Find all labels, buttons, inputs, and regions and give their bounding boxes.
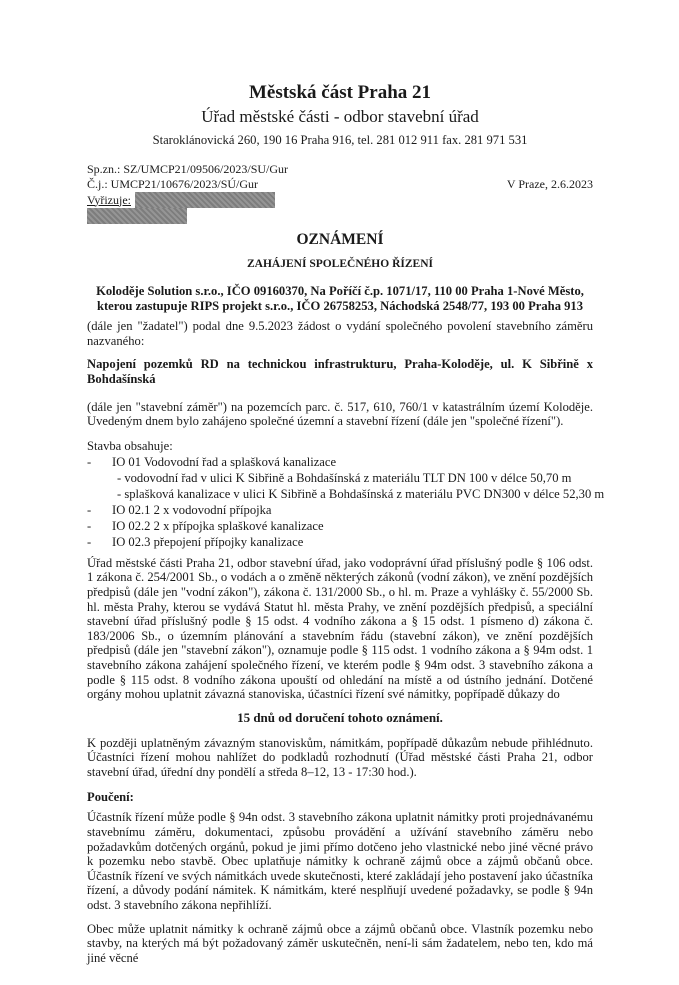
office-address: Staroklánovická 260, 190 16 Praha 916, tel. 281 012 911 fax. 281 971 531 — [152, 133, 528, 147]
contents-label: Stavba obsahuje: — [87, 438, 173, 453]
main-paragraph: Úřad městské části Praha 21, odbor stavební úřad, jako vodoprávní úřad příslušný podle § 106 odst. 1 zákona č. 254/2001 Sb., o vodách a o změně některých zákonů (vodní zákon), ve znění pozdějších předpisů (dále jen "vodní zákon"), zákona č. 131/2000 Sb., o hl. m. Praze a vyhlášky č. 55/2000 Sb. hl. města Prahy, kterou se vydává Statut hl. města Prahy, ve znění pozdějších předpisů, a speciální stavební úřad příslušný podle § 15 odst. 4 vodního zákona a § 15 odst. 1 písmeno d) zákona č. 183/2006 Sb., o územním plánování a stavebním řádu (stavební zákon), ve znění pozdějších předpisů (dále jen "stavební zákon"), oznamuje podle § 115 odst. 1 vodního zákona a § 94m odst. 1 stavebního zákona zahájení společného řízení, ve kterém podle § 94m odst. 3 stavebního zákona a podle § 115 odst. 8 vodního zákona upouští od ohledání na místě a od ústního jednání. Dotčené orgány mohou uplatnit závazná stanoviska, účastníci řízení své námitky, popřípadě důkazy do — [87, 555, 593, 702]
contents-item — [87, 486, 605, 502]
notice-title: OZNÁMENÍ — [296, 231, 384, 248]
contents-item-text: IO 02.2 2 x přípojka splaškové kanalizace — [112, 518, 324, 533]
reference-block — [87, 162, 593, 224]
office-title: Městská část Praha 21 — [248, 82, 432, 103]
contents-item-text: - splašková kanalizace v ulici K Sibřině a Bohdašínská z materiálu PVC DN300 v délce 52,30 m — [117, 486, 605, 501]
redaction-box — [87, 208, 187, 224]
contents-item — [87, 470, 593, 486]
contents-item-text: IO 01 Vodovodní řad a splašková kanalizace — [112, 454, 337, 469]
applicant: Koloděje Solution s.r.o., IČO 09160370, Na Poříčí č.p. 1071/17, 110 00 Praha 1-Nové Město, kterou zastupuje RIPS projekt s.r.o., IČO 26758253, Náchodská 2548/77, 193 00 Praha 913 — [96, 284, 584, 313]
redaction-box — [135, 192, 275, 208]
project-description: (dále jen "stavební záměr") na pozemcích parc. č. 517, 610, 760/1 v katastrálním území Koloděje. Uvedeným dnem bylo zahájeno společné územní a stavební řízení (dále jen "společné řízení"). — [87, 399, 593, 429]
handled-by-row — [87, 192, 593, 208]
contents-item — [87, 502, 593, 518]
contents-item-text: IO 02.1 2 x vodovodní přípojka — [112, 502, 272, 517]
intro-text: (dále jen "žadatel") podal dne 9.5.2023 žádost o vydání společného povolení stavebního záměru nazvaného: — [87, 319, 593, 348]
deadline: 15 dnů od doručení tohoto oznámení. — [237, 709, 443, 725]
contents-list — [87, 454, 605, 550]
bullet-dash: - — [87, 454, 92, 469]
file-number: Sp.zn.: SZ/UMCP21/09506/2023/SU/Gur — [87, 162, 289, 176]
contents-item — [87, 454, 593, 470]
bullet-dash: - — [87, 502, 92, 517]
notice-subtitle: ZAHÁJENÍ SPOLEČNÉHO ŘÍZENÍ — [247, 258, 433, 270]
contents-item-text: IO 02.3 přepojení přípojky kanalizace — [112, 534, 304, 549]
contents-item — [87, 518, 593, 534]
municipality-paragraph: Obec může uplatnit námitky k ochraně zájmů obce a zájmů občanů obce. Vlastník pozemku nebo stavby, na kterých má být požadovaný záměr uskutečněn, není-li sám žadatelem, nebo ten, kdo má jiné věcné — [87, 921, 593, 965]
instruction-label: Poučení: — [87, 790, 134, 805]
office-subtitle: Úřad městské části - odbor stavební úřad — [201, 107, 479, 126]
contents-item-text: - vodovodní řad v ulici K Sibřině a Bohdašínská z materiálu TLT DN 100 v délce 50,70 m — [117, 470, 572, 485]
bullet-dash: - — [87, 534, 92, 549]
project-name: Napojení pozemků RD na technickou infrastrukturu, Praha-Koloděje, ul. K Sibřině x Bohdašínská — [87, 357, 593, 386]
handled-by-label: Vyřizuje: — [87, 192, 131, 207]
contents-item — [87, 534, 593, 550]
instruction-paragraph: Účastník řízení může podle § 94n odst. 3 stavebního zákona uplatnit námitky proti projednávanému stavebnímu záměru, dokumentaci, způsobu provádění a užívání stavebního záměru nebo požadavkům dotčených orgánů, pokud je jimi přímo dotčeno jeho vlastnické nebo jiné věcné právo k pozemku nebo stavbě. Obec uplatňuje námitky k ochraně zájmů obce a zájmů občanů obce. Účastník řízení ve svých námitkách uvede skutečnosti, které zakládají jeho postavení jako účastníka řízení, a důvody podání námitek. K námitkám, které nesplňují uvedené požadavky, se podle § 94n odst. 3 stavebního zákona nepřihlíží. — [87, 810, 593, 913]
bullet-dash: - — [87, 518, 92, 533]
late-submissions-paragraph: K později uplatněným závazným stanoviskům, námitkám, popřípadě důkazům nebude přihlédnuto. Účastníci řízení mohou nahlížet do podkladů rozhodnutí (Úřad městské části Praha 21, odbor stavební úřad, úřední dny pondělí a středa 8–12, 13 - 17:30 hod.). — [87, 735, 593, 779]
reference-number: Č.j.: UMCP21/10676/2023/SÚ/Gur — [87, 177, 259, 191]
place-date: V Praze, 2.6.2023 — [506, 177, 593, 191]
